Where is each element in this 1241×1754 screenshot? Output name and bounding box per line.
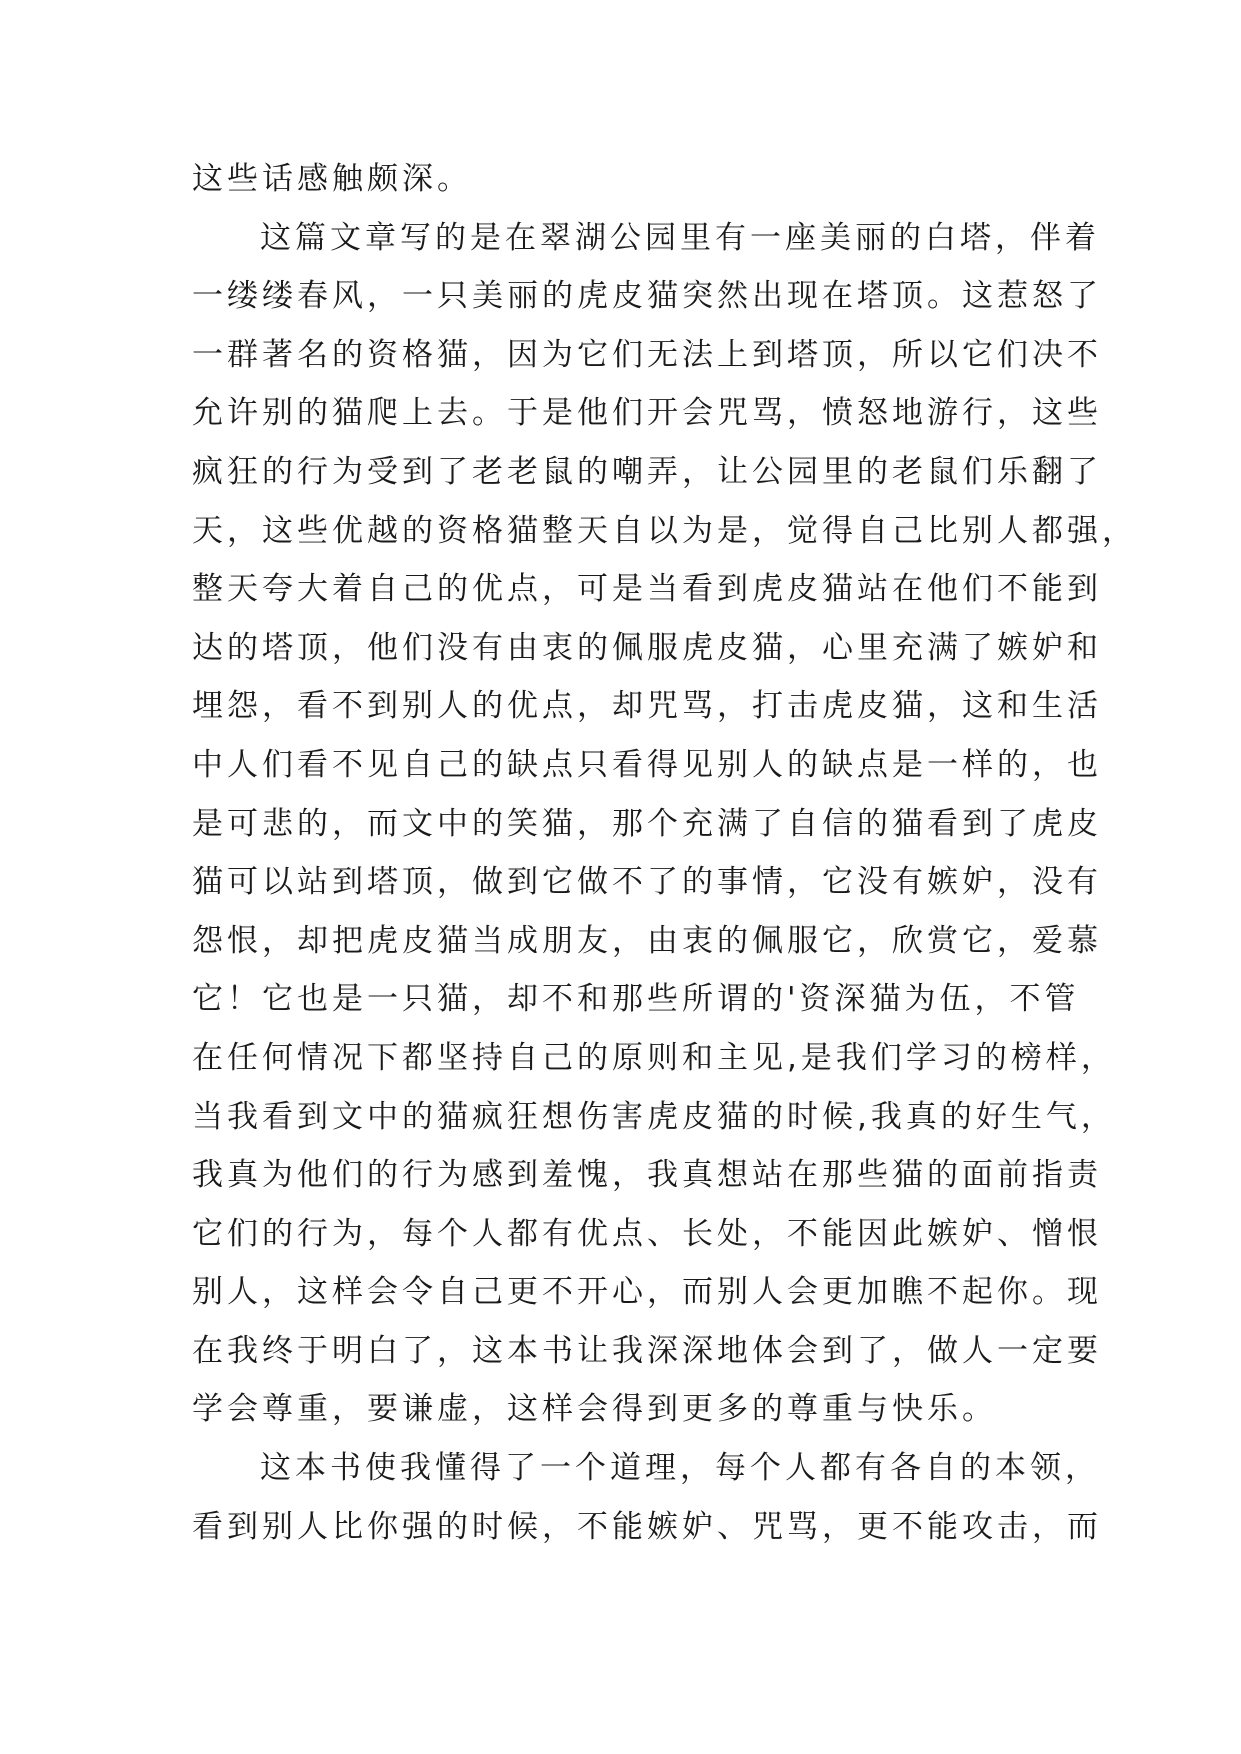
text-line: 它！它也是一只猫，却不和那些所谓的'资深猫为伍，不管	[192, 981, 1080, 1018]
text-line: 当我看到文中的猫疯狂想伤害虎皮猫的时候,我真的好生气，	[192, 1098, 1116, 1135]
text-line: 它们的行为，每个人都有优点、长处，不能因此嫉妒、憎恨	[192, 1215, 1102, 1252]
text-line: 这些话感触颇深。	[192, 161, 472, 197]
document-body	[192, 150, 1137, 1556]
text-line: 是可悲的，而文中的笑猫，那个充满了自信的猫看到了虎皮	[192, 805, 1102, 842]
text-line: 别人，这样会令自己更不开心，而别人会更加瞧不起你。现	[192, 1274, 1102, 1311]
text-line: 一缕缕春风，一只美丽的虎皮猫突然出现在塔顶。这惹怒了	[192, 278, 1102, 315]
text-line: 一群著名的资格猫，因为它们无法上到塔顶，所以它们决不	[192, 336, 1102, 373]
text-line: 埋怨，看不到别人的优点，却咒骂，打击虎皮猫，这和生活	[192, 688, 1102, 725]
text-line: 在任何情况下都坚持自己的原则和主见,是我们学习的榜样，	[192, 1039, 1116, 1076]
text-line: 学会尊重，要谦虚，这样会得到更多的尊重与快乐。	[192, 1391, 997, 1428]
text-line: 疯狂的行为受到了老老鼠的嘲弄，让公园里的老鼠们乐翻了	[192, 453, 1102, 490]
text-line: 中人们看不见自己的缺点只看得见别人的缺点是一样的，也	[192, 746, 1102, 783]
text-line: 整天夸大着自己的优点，可是当看到虎皮猫站在他们不能到	[192, 571, 1102, 608]
text-line: 我真为他们的行为感到羞愧，我真想站在那些猫的面前指责	[192, 1157, 1102, 1194]
text-line: 这本书使我懂得了一个道理，每个人都有各自的本领，	[260, 1450, 1100, 1487]
text-line: 这篇文章写的是在翠湖公园里有一座美丽的白塔，伴着	[260, 219, 1100, 256]
text-line: 达的塔顶，他们没有由衷的佩服虎皮猫，心里充满了嫉妒和	[192, 629, 1102, 666]
text-line: 天，这些优越的资格猫整天自以为是，觉得自己比别人都强，	[192, 512, 1137, 549]
text-line: 看到别人比你强的时候，不能嫉妒、咒骂，更不能攻击，而	[192, 1508, 1102, 1545]
text-line: 在我终于明白了，这本书让我深深地体会到了，做人一定要	[192, 1332, 1102, 1369]
text-line: 怨恨，却把虎皮猫当成朋友，由衷的佩服它，欣赏它，爱慕	[192, 922, 1102, 959]
text-line: 允许别的猫爬上去。于是他们开会咒骂，愤怒地游行，这些	[192, 395, 1102, 432]
text-line: 猫可以站到塔顶，做到它做不了的事情，它没有嫉妒，没有	[192, 864, 1102, 901]
